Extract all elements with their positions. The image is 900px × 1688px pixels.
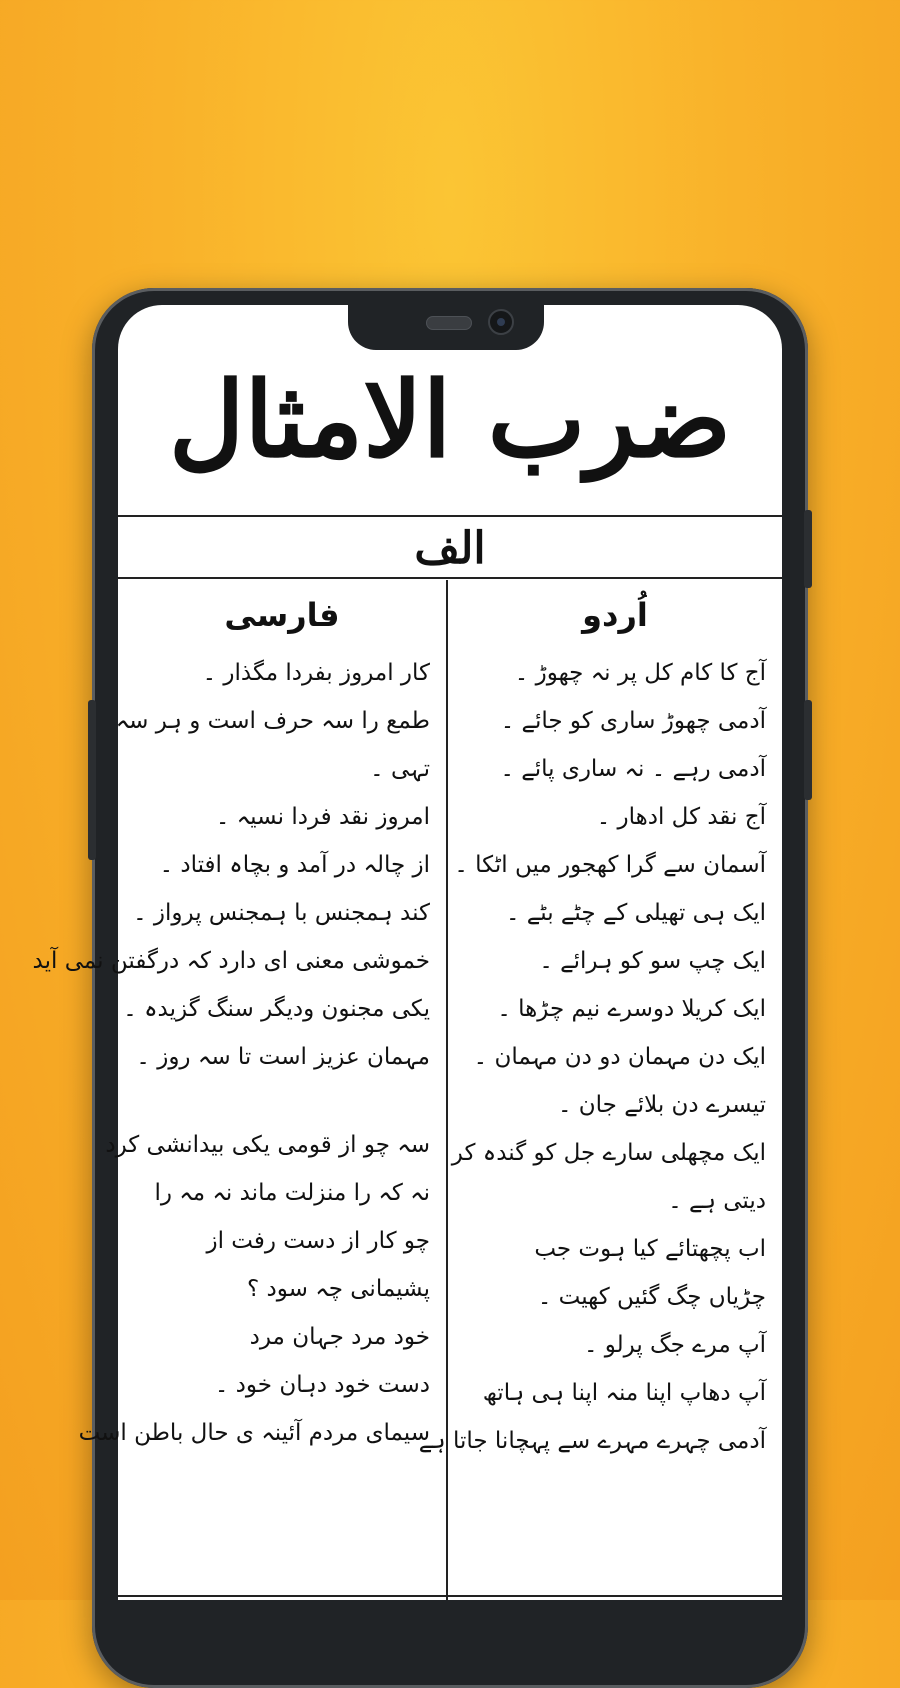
farsi-proverb: [126, 1081, 438, 1121]
urdu-proverb: چڑیاں چگ گئیں کھیت ۔: [537, 1284, 766, 1310]
farsi-proverb: کند ہمجنس با ہمجنس پرواز ۔: [133, 900, 430, 926]
farsi-proverb: نہ کہ را منزلت ماند نہ مہ را: [154, 1180, 430, 1206]
farsi-proverb: دست خود دہان خود ۔: [214, 1372, 430, 1398]
phone-screen: [32, 305, 782, 1600]
urdu-proverb: ایک مچھلی سارے جل کو گندہ کر: [451, 1140, 766, 1166]
farsi-proverb: پشیمانی چہ سود ؟: [247, 1276, 430, 1302]
power-button: [804, 510, 812, 588]
farsi-proverb: یکی مجنون ودیگر سنگ گزیدہ ۔: [123, 996, 430, 1022]
farsi-proverb: کار امروز بفردا مگذار ۔: [202, 660, 430, 686]
urdu-proverb: آپ دھاپ اپنا منہ اپنا ہی ہاتھ: [482, 1380, 766, 1406]
volume-button: [804, 700, 812, 800]
farsi-heading: فارسی: [224, 596, 340, 634]
book-title: ضرب الامثال: [168, 358, 732, 481]
farsi-proverb: سیمای مردم آئینہ ی حال باطن است: [78, 1420, 430, 1446]
urdu-proverb: آدمی چہرے مہرے سے پہچانا جاتا ہے: [418, 1428, 766, 1454]
urdu-proverb: آج کا کام کل پر نہ چھوڑ ۔: [514, 660, 766, 686]
urdu-proverb: ایک چپ سو کو ہرائے ۔: [539, 948, 766, 974]
farsi-proverb: خود مرد جہان مرد: [249, 1324, 430, 1350]
farsi-proverb: طمع را سہ حرف است و ہر سہ: [115, 708, 430, 734]
farsi-proverb: چو کار از دست رفت از: [206, 1228, 430, 1254]
farsi-proverb: امروز نقد فردا نسیہ ۔: [215, 804, 430, 830]
title-divider: [118, 515, 782, 517]
urdu-proverb-list: [418, 649, 774, 1465]
farsi-proverb: از چالہ در آمد و بچاہ افتاد ۔: [159, 852, 430, 878]
urdu-proverb: ایک کریلا دوسرے نیم چڑھا ۔: [497, 996, 766, 1022]
urdu-proverb: آج نقد کل ادھار ۔: [596, 804, 766, 830]
urdu-proverb: اب پچھتائے کیا ہوت جب: [534, 1236, 766, 1262]
urdu-proverb: تیسرے دن بلائے جان ۔: [558, 1092, 766, 1118]
farsi-proverb: خموشی معنی ای دارد کہ درگفتن نمی آید: [32, 948, 430, 974]
urdu-proverb: ایک دن مہمان دو دن مہمان ۔: [473, 1044, 766, 1070]
urdu-proverb: آپ مرے جگ پرلو ۔: [583, 1332, 766, 1358]
farsi-column: [32, 585, 438, 1457]
urdu-proverb: آدمی رہے ۔ نہ ساری پائے ۔: [500, 756, 766, 782]
urdu-proverb: آدمی چھوڑ ساری کو جائے ۔: [500, 708, 766, 734]
urdu-proverb: آسمان سے گرا کھجور میں اٹکا ۔: [454, 852, 766, 878]
earpiece-speaker: [426, 316, 472, 330]
farsi-proverb-list: [32, 649, 438, 1457]
farsi-proverb: مہمان عزیز است تا سہ روز ۔: [136, 1044, 430, 1070]
farsi-proverb: تہی ۔: [370, 756, 430, 782]
front-camera: [488, 309, 514, 335]
farsi-proverb: سہ چو از قومی یکی بیدانشی کرد: [105, 1132, 430, 1158]
section-heading: الف: [414, 523, 486, 574]
bottom-divider: [118, 1595, 782, 1597]
urdu-proverb: دیتی ہے ۔: [668, 1188, 766, 1214]
section-divider: [118, 577, 782, 579]
urdu-heading: اُردو: [582, 596, 648, 634]
urdu-proverb: ایک ہی تھیلی کے چٹے بٹے ۔: [506, 900, 766, 926]
book-page: [32, 305, 782, 1600]
urdu-column: [418, 585, 774, 1465]
side-button-left: [88, 700, 96, 860]
